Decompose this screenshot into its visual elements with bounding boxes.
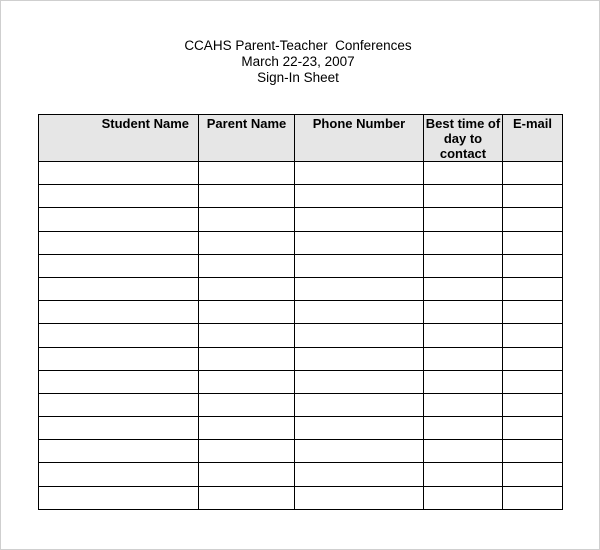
- table-row: [39, 347, 563, 370]
- student-name-cell[interactable]: [39, 486, 199, 509]
- email-cell[interactable]: [503, 208, 563, 231]
- parent-name-cell[interactable]: [199, 254, 295, 277]
- column-header-best-time: Best time of day to contact: [424, 115, 503, 162]
- phone-number-cell[interactable]: [295, 486, 424, 509]
- best-time-cell[interactable]: [424, 324, 503, 347]
- parent-name-cell[interactable]: [199, 208, 295, 231]
- phone-number-cell[interactable]: [295, 440, 424, 463]
- phone-number-cell[interactable]: [295, 301, 424, 324]
- table-row: [39, 231, 563, 254]
- parent-name-cell[interactable]: [199, 231, 295, 254]
- email-cell[interactable]: [503, 463, 563, 486]
- parent-name-cell[interactable]: [199, 301, 295, 324]
- parent-name-cell[interactable]: [199, 393, 295, 416]
- student-name-cell[interactable]: [39, 393, 199, 416]
- student-name-cell[interactable]: [39, 440, 199, 463]
- table-row: [39, 440, 563, 463]
- email-cell[interactable]: [503, 486, 563, 509]
- student-name-cell[interactable]: [39, 463, 199, 486]
- student-name-cell[interactable]: [39, 301, 199, 324]
- phone-number-cell[interactable]: [295, 254, 424, 277]
- parent-name-cell[interactable]: [199, 440, 295, 463]
- best-time-cell[interactable]: [424, 370, 503, 393]
- sign-in-table: [38, 114, 563, 510]
- parent-name-cell[interactable]: [199, 277, 295, 300]
- table-row: [39, 393, 563, 416]
- table-body: [39, 162, 563, 510]
- table-row: [39, 370, 563, 393]
- phone-number-cell[interactable]: [295, 208, 424, 231]
- phone-number-cell[interactable]: [295, 324, 424, 347]
- table-row: [39, 417, 563, 440]
- parent-name-cell[interactable]: [199, 324, 295, 347]
- student-name-cell[interactable]: [39, 208, 199, 231]
- column-header-phone-number: Phone Number: [295, 115, 424, 162]
- email-cell[interactable]: [503, 185, 563, 208]
- best-time-cell[interactable]: [424, 347, 503, 370]
- email-cell[interactable]: [503, 370, 563, 393]
- parent-name-cell[interactable]: [199, 417, 295, 440]
- parent-name-cell[interactable]: [199, 162, 295, 185]
- best-time-cell[interactable]: [424, 393, 503, 416]
- table-header-row: [39, 115, 563, 162]
- phone-number-cell[interactable]: [295, 417, 424, 440]
- best-time-cell[interactable]: [424, 231, 503, 254]
- phone-number-cell[interactable]: [295, 347, 424, 370]
- student-name-cell[interactable]: [39, 231, 199, 254]
- phone-number-cell[interactable]: [295, 370, 424, 393]
- student-name-cell[interactable]: [39, 162, 199, 185]
- document-title: CCAHS Parent-Teacher Conferences: [184, 38, 412, 53]
- student-name-cell[interactable]: [39, 277, 199, 300]
- table-row: [39, 185, 563, 208]
- table-row: [39, 277, 563, 300]
- parent-name-cell[interactable]: [199, 463, 295, 486]
- document-subtitle: Sign-In Sheet: [257, 70, 339, 85]
- phone-number-cell[interactable]: [295, 463, 424, 486]
- column-header-email: E-mail: [503, 115, 563, 162]
- student-name-cell[interactable]: [39, 347, 199, 370]
- student-name-cell[interactable]: [39, 254, 199, 277]
- phone-number-cell[interactable]: [295, 277, 424, 300]
- table-row: [39, 324, 563, 347]
- parent-name-cell[interactable]: [199, 370, 295, 393]
- best-time-cell[interactable]: [424, 277, 503, 300]
- best-time-cell[interactable]: [424, 417, 503, 440]
- email-cell[interactable]: [503, 254, 563, 277]
- email-cell[interactable]: [503, 277, 563, 300]
- email-cell[interactable]: [503, 347, 563, 370]
- best-time-cell[interactable]: [424, 208, 503, 231]
- email-cell[interactable]: [503, 324, 563, 347]
- email-cell[interactable]: [503, 417, 563, 440]
- best-time-cell[interactable]: [424, 162, 503, 185]
- document-date: March 22-23, 2007: [241, 54, 355, 69]
- student-name-cell[interactable]: [39, 370, 199, 393]
- table-row: [39, 162, 563, 185]
- phone-number-cell[interactable]: [295, 162, 424, 185]
- best-time-cell[interactable]: [424, 463, 503, 486]
- phone-number-cell[interactable]: [295, 231, 424, 254]
- email-cell[interactable]: [503, 393, 563, 416]
- email-cell[interactable]: [503, 301, 563, 324]
- document-header: [0, 38, 596, 86]
- table-row: [39, 486, 563, 509]
- phone-number-cell[interactable]: [295, 185, 424, 208]
- student-name-cell[interactable]: [39, 185, 199, 208]
- parent-name-cell[interactable]: [199, 486, 295, 509]
- student-name-cell[interactable]: [39, 324, 199, 347]
- column-header-parent-name: Parent Name: [199, 115, 295, 162]
- column-header-student-name: Student Name: [39, 115, 199, 162]
- best-time-cell[interactable]: [424, 486, 503, 509]
- table-row: [39, 463, 563, 486]
- parent-name-cell[interactable]: [199, 185, 295, 208]
- best-time-cell[interactable]: [424, 185, 503, 208]
- parent-name-cell[interactable]: [199, 347, 295, 370]
- table-row: [39, 208, 563, 231]
- table-row: [39, 254, 563, 277]
- student-name-cell[interactable]: [39, 417, 199, 440]
- best-time-cell[interactable]: [424, 440, 503, 463]
- best-time-cell[interactable]: [424, 254, 503, 277]
- email-cell[interactable]: [503, 162, 563, 185]
- table-row: [39, 301, 563, 324]
- email-cell[interactable]: [503, 440, 563, 463]
- phone-number-cell[interactable]: [295, 393, 424, 416]
- email-cell[interactable]: [503, 231, 563, 254]
- best-time-cell[interactable]: [424, 301, 503, 324]
